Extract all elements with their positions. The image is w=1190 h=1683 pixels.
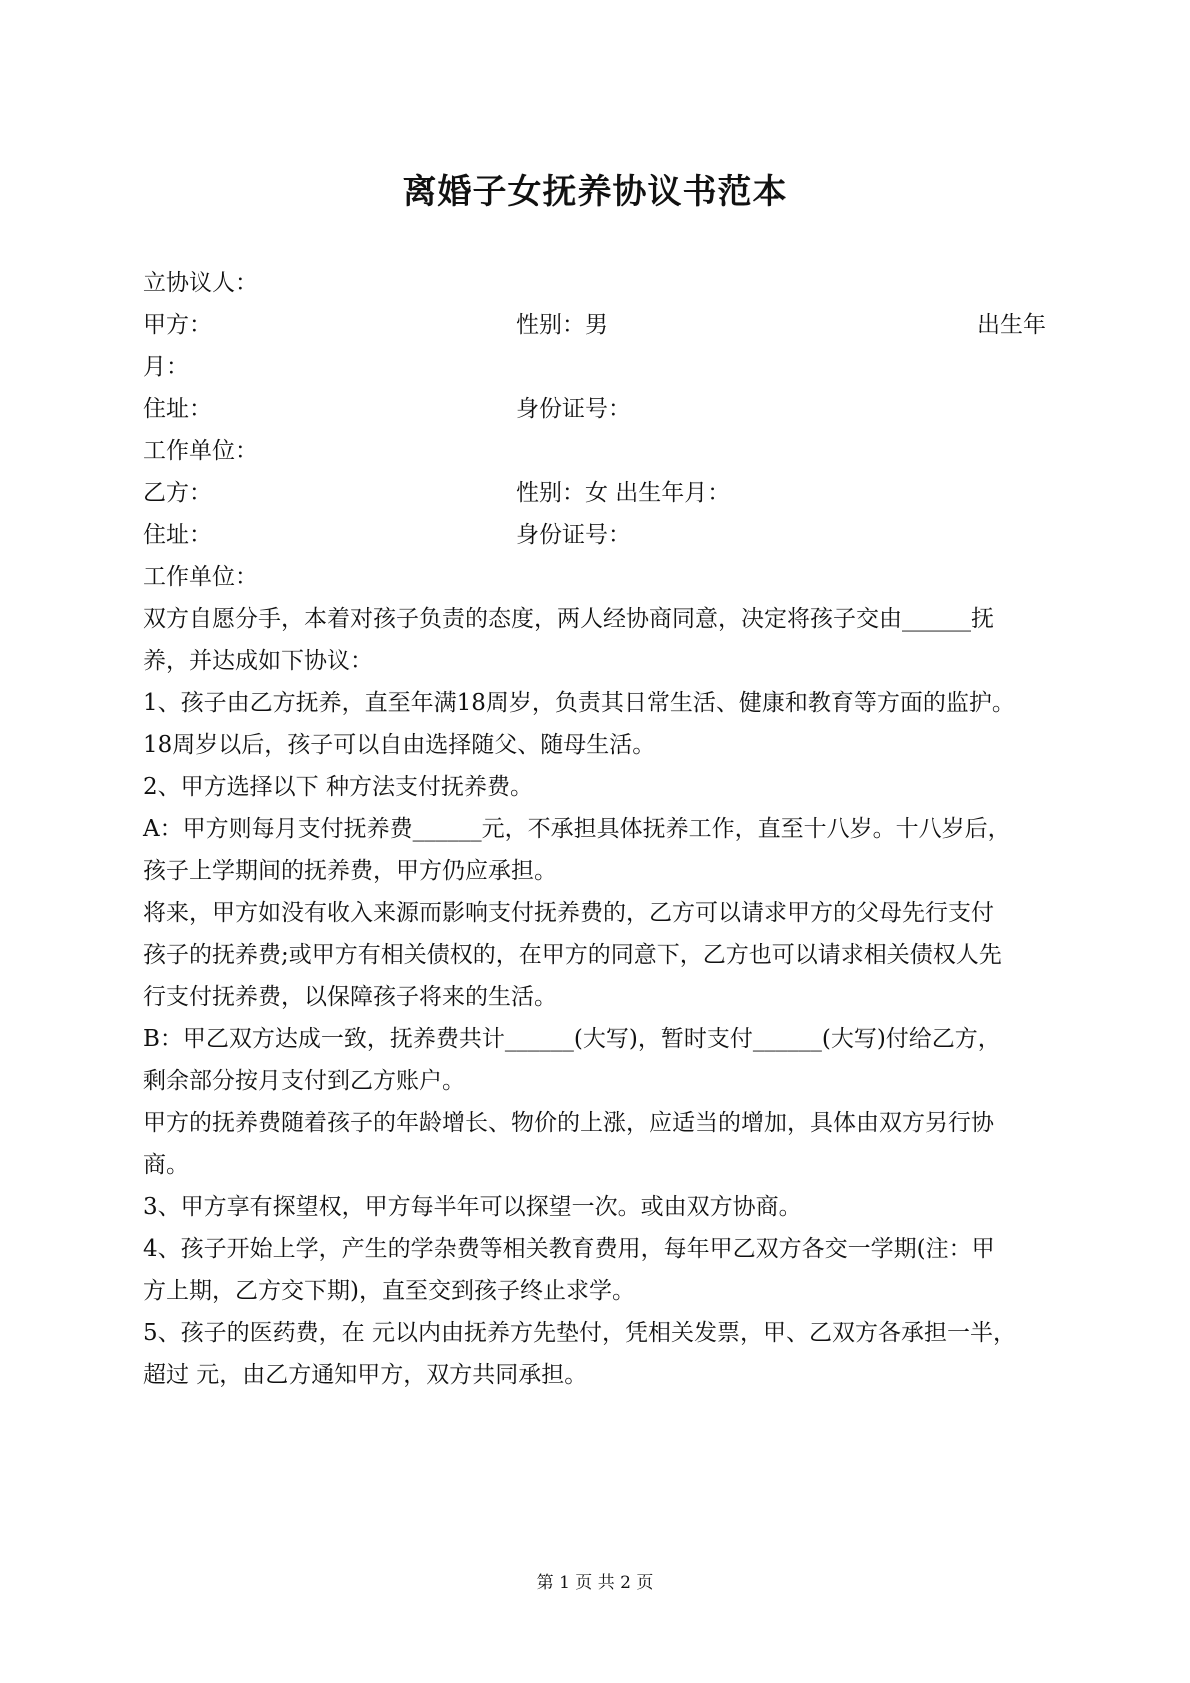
party-b-row xyxy=(143,478,1053,508)
parties-intro: 立协议人： xyxy=(143,270,258,296)
party-b-id: 身份证号： xyxy=(516,522,631,548)
party-a-address: 住址： xyxy=(143,396,212,422)
body-line: 养，并达成如下协议： xyxy=(143,648,373,674)
clause-4: 4、孩子开始上学，产生的学杂费等相关教育费用，每年甲乙双方各交一学期(注：甲 xyxy=(143,1236,995,1262)
body-line: 18周岁以后，孩子可以自由选择随父、随母生活。 xyxy=(143,732,656,758)
party-b-work: 工作单位： xyxy=(143,564,258,590)
party-a-gender: 性别：男 xyxy=(516,312,608,338)
body-line: 商。 xyxy=(143,1152,189,1178)
body-line: 双方自愿分手，本着对孩子负责的态度，两人经协商同意，决定将孩子交由______抚 xyxy=(143,606,994,632)
party-b-address: 住址： xyxy=(143,522,212,548)
body-line: 甲方的抚养费随着孩子的年龄增长、物价的上涨，应适当的增加，具体由双方另行协 xyxy=(143,1110,994,1136)
party-a-label: 甲方： xyxy=(143,312,212,338)
body-line: 方上期，乙方交下期)，直至交到孩子终止求学。 xyxy=(143,1278,635,1304)
clause-2: 2、甲方选择以下 种方法支付抚养费。 xyxy=(143,774,533,800)
clause-3: 3、甲方享有探望权，甲方每半年可以探望一次。或由双方协商。 xyxy=(143,1194,802,1220)
body-line: 剩余部分按月支付到乙方账户。 xyxy=(143,1068,465,1094)
body-line: 孩子上学期间的抚养费，甲方仍应承担。 xyxy=(143,858,557,884)
clause-1: 1、孩子由乙方抚养，直至年满18周岁，负责其日常生活、健康和教育等方面的监护。 xyxy=(143,690,1015,716)
party-a-work: 工作单位： xyxy=(143,438,258,464)
party-a-address-row xyxy=(143,394,1053,424)
party-a-birth-label: 出生年 xyxy=(977,312,1046,338)
party-a-birth-continued: 月： xyxy=(143,354,189,380)
body-line: 超过 元，由乙方通知甲方，双方共同承担。 xyxy=(143,1362,588,1388)
party-b-label: 乙方： xyxy=(143,480,212,506)
document-title: 离婚子女抚养协议书范本 xyxy=(402,172,788,212)
option-a: A：甲方则每月支付抚养费______元，不承担具体抚养工作，直至十八岁。十八岁后， xyxy=(143,816,1011,842)
party-a-row xyxy=(143,310,1053,340)
party-b-gender-birth: 性别：女 出生年月： xyxy=(516,480,731,506)
party-b-address-row xyxy=(143,520,1053,550)
body-line: 行支付抚养费，以保障孩子将来的生活。 xyxy=(143,984,557,1010)
page-footer: 第 1 页 共 2 页 xyxy=(536,1573,654,1593)
option-b: B：甲乙双方达成一致，抚养费共计______(大写)，暂时支付______(大写)付给乙方， xyxy=(143,1026,1001,1052)
clause-5: 5、孩子的医药费，在 元以内由抚养方先垫付，凭相关发票，甲、乙双方各承担一半， xyxy=(143,1320,1016,1346)
body-line: 孩子的抚养费;或甲方有相关债权的，在甲方的同意下，乙方也可以请求相关债权人先 xyxy=(143,942,1002,968)
party-a-id: 身份证号： xyxy=(516,396,631,422)
body-line: 将来，甲方如没有收入来源而影响支付抚养费的，乙方可以请求甲方的父母先行支付 xyxy=(143,900,994,926)
